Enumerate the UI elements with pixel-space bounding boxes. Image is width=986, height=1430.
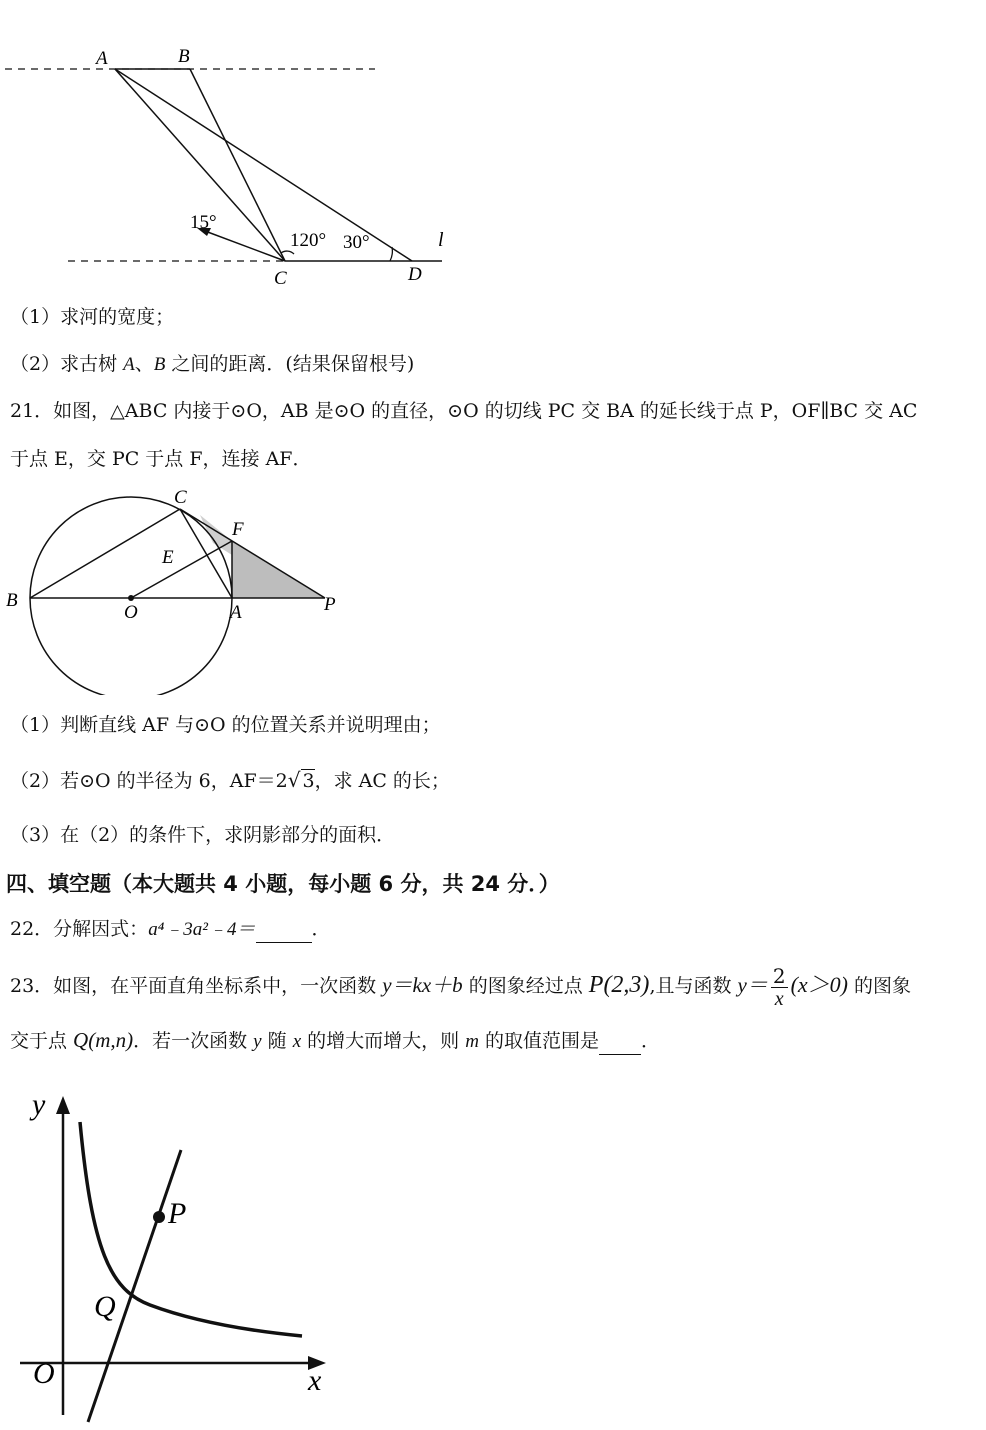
q23-line2	[10, 1027, 660, 1055]
label-a: A	[96, 48, 108, 69]
q23-l2-pre: 交于点	[10, 1030, 74, 1052]
shaded-region-small	[200, 515, 232, 555]
label-d: D	[408, 264, 422, 285]
q20-part2	[10, 351, 414, 378]
q22-post: ．	[311, 918, 331, 940]
q23-l2-end: ．	[641, 1030, 661, 1052]
river-figure	[0, 40, 470, 290]
q22	[10, 916, 331, 943]
q23-frac-num: 2	[772, 963, 786, 988]
angle-30: 30°	[343, 232, 370, 253]
q23-l2-x: x	[292, 1031, 302, 1052]
q23-l2-mid2: 随	[261, 1030, 293, 1052]
label-c: C	[174, 487, 187, 508]
origin-label: O	[33, 1357, 55, 1390]
q23-fraction	[771, 965, 788, 1010]
q21-part2-sqrt: 3	[302, 770, 315, 792]
q23-line1	[10, 960, 911, 1011]
q20-part2-b: B	[153, 354, 166, 375]
segment-of	[131, 541, 232, 598]
q23-l2-y: y	[253, 1031, 262, 1052]
q21-stem-line1: 21．如图，△ABC 内接于⊙O，AB 是⊙O 的直径，⊙O 的切线 PC 交 BA 的延长线于点 P，OF∥BC 交 AC	[10, 400, 918, 422]
label-l: l	[438, 229, 444, 251]
angle-15: 15°	[190, 212, 217, 233]
q20-part2-sep: 、	[134, 353, 154, 375]
q23-l1-mid: 的图象经过点	[462, 975, 589, 997]
q23-l1-pre: 23．如图，在平面直角坐标系中，一次函数	[10, 975, 383, 997]
q21-part3: （3）在（2）的条件下，求阴影部分的面积．	[10, 824, 396, 846]
q23-answer-blank[interactable]	[599, 1034, 641, 1055]
label-f: F	[232, 519, 244, 540]
q21-part2-post: ，求 AC 的长；	[314, 770, 450, 792]
q22-pre: 22．分解因式：	[10, 918, 149, 940]
q23-l2-post: 的取值范围是	[478, 1030, 600, 1052]
q23-l1-post: 的图象	[848, 975, 912, 997]
q21-stem-line2: 于点 E，交 PC 于点 F，连接 AF．	[10, 448, 312, 470]
label-b: B	[178, 46, 190, 67]
q23-l1-mid2: ,且与函数	[649, 975, 738, 997]
label-c: C	[274, 268, 287, 289]
segment-bc	[30, 509, 180, 598]
q23-l1-y: y＝	[737, 973, 768, 997]
center-dot	[128, 595, 134, 601]
q21-part1: （1）判断直线 AF 与⊙O 的位置关系并说明理由；	[10, 714, 441, 736]
q23-frac-den: x	[774, 987, 784, 1010]
axis-label-y: y	[32, 1088, 46, 1121]
q23-l2-point-q: Q(m,n)	[73, 1028, 134, 1052]
axis-label-x: x	[308, 1364, 322, 1397]
section4-title: 四、填空题（本大题共 4 小题，每小题 6 分，共 24 分．）	[6, 872, 560, 896]
q21-part2-pre: （2）若⊙O 的半径为 6，AF＝2	[10, 770, 288, 792]
linear-function-line	[88, 1150, 181, 1422]
q23-l1-cond: (x＞0)	[790, 972, 849, 997]
q20-part2-post: 之间的距离．(结果保留根号)	[165, 353, 415, 375]
q23-l1-func: y＝kx＋b	[382, 973, 463, 997]
q22-expr: a⁴﹣3a²﹣4＝	[148, 919, 256, 940]
label-q: Q	[94, 1290, 116, 1323]
q20-part2-pre: （2）求古树	[10, 353, 124, 375]
q20-part1: （1）求河的宽度；	[10, 306, 175, 328]
label-p: P	[324, 594, 336, 615]
coordinate-graph	[0, 1080, 360, 1430]
y-axis-arrow-icon	[56, 1096, 70, 1114]
label-e: E	[162, 547, 174, 568]
label-a: A	[230, 602, 242, 623]
point-p-dot	[153, 1211, 165, 1223]
label-p: P	[168, 1197, 187, 1230]
q20-part2-a: A	[123, 354, 135, 375]
angle-120: 120°	[290, 230, 327, 251]
q21-part2: （2）若⊙O 的半径为 6，AF＝2√ 3，求 AC 的长；	[10, 768, 450, 792]
label-b: B	[6, 590, 18, 611]
q23-l2-mid3: 的增大而增大，则	[301, 1030, 466, 1052]
label-o: O	[124, 602, 138, 623]
circle-figure	[0, 485, 360, 695]
q23-l2-mid: ．若一次函数	[133, 1030, 254, 1052]
q23-l2-m: m	[465, 1031, 479, 1052]
q22-answer-blank[interactable]	[256, 922, 312, 943]
q23-l1-point-p: P(2,3)	[588, 972, 650, 998]
angle-arc-d	[390, 247, 392, 261]
angle-arc-c	[281, 251, 294, 254]
